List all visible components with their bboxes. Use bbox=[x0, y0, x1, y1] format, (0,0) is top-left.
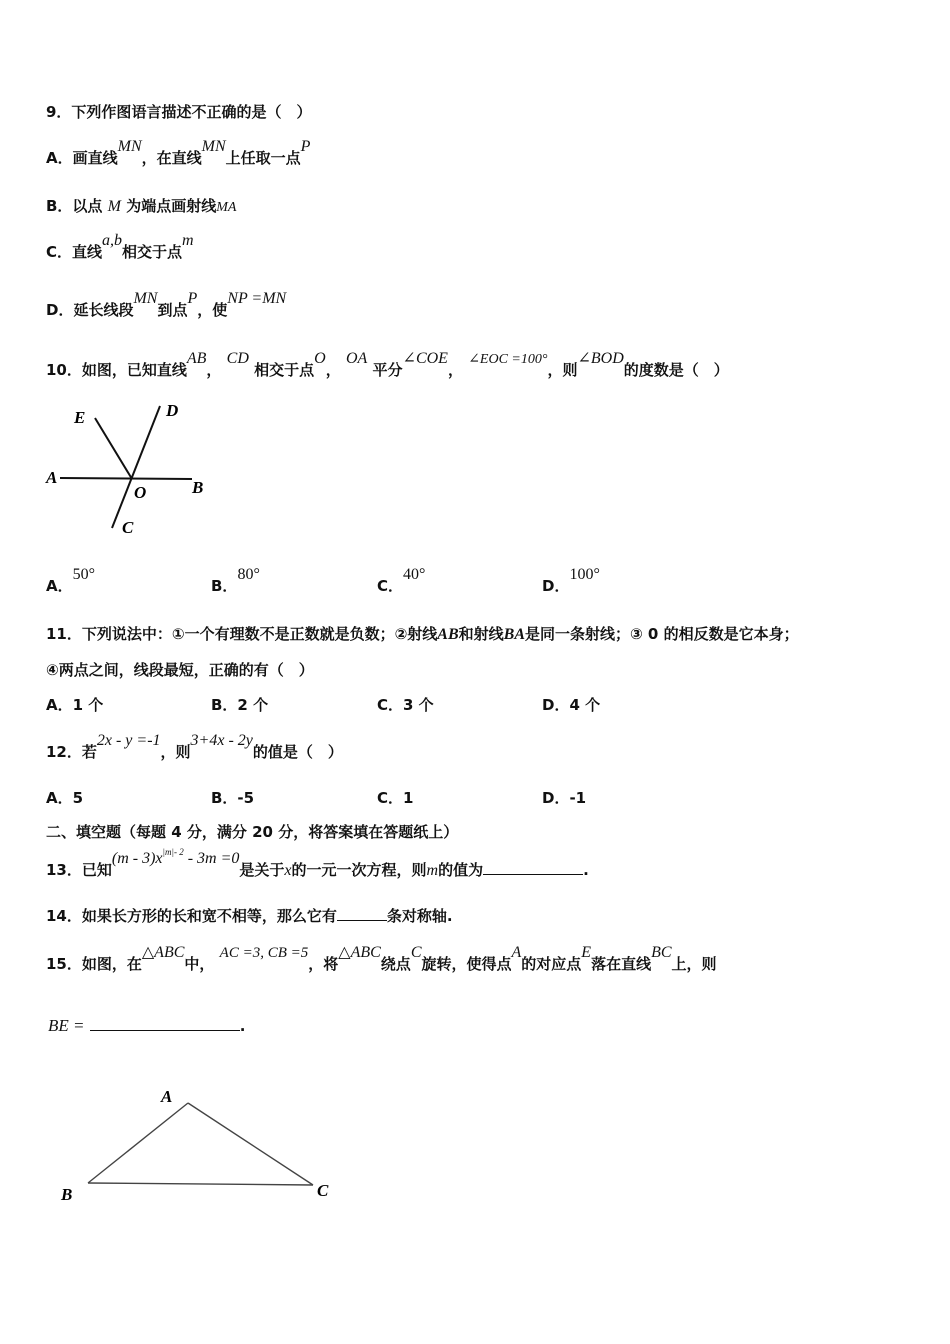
section-heading: 二、填空题（每题 4 分，满分 20 分，将答案填在答题纸上） bbox=[46, 823, 459, 841]
q14-stem: 14．如果长方形的长和宽不相等，那么它有 条对称轴. bbox=[46, 907, 453, 925]
q9-option-b: B．以点 M 为端点画射线MA bbox=[46, 197, 237, 215]
q12-option-d: D．-1 bbox=[542, 789, 587, 807]
q9-option-c: C．直线a,b相交于点m bbox=[46, 232, 194, 261]
q10-option-c: C．40° bbox=[377, 566, 426, 595]
label-c: C bbox=[317, 1181, 329, 1200]
q11-option-a: A．1 个 bbox=[46, 696, 104, 714]
q12-option-c: C．1 bbox=[377, 789, 414, 807]
label-a: A bbox=[46, 468, 58, 487]
side-bc bbox=[88, 1183, 313, 1185]
q13-stem: 13．已知$(m - 3)x^{|m|- 2} - 3m =0$是关于x的一元一次方程，则m的值为 . bbox=[46, 847, 589, 879]
line-oe bbox=[95, 418, 132, 479]
label-b: B bbox=[61, 1185, 73, 1204]
side-ac bbox=[188, 1103, 313, 1185]
q9-option-a: A．画直线MN，在直线MN上任取一点P bbox=[46, 138, 311, 167]
q15-answer-blank[interactable] bbox=[90, 1016, 240, 1031]
label-d: D bbox=[166, 401, 179, 420]
q9-stem: 9．下列作图语言描述不正确的是（ ） bbox=[46, 103, 312, 121]
q15-figure bbox=[55, 1075, 355, 1215]
label-o: O bbox=[134, 483, 147, 502]
q10-figure bbox=[40, 400, 220, 540]
q10-option-d: D．100° bbox=[542, 566, 600, 595]
q12-stem: 12．若2x - y =-1，则3+4x - 2y的值是（ ） bbox=[46, 732, 343, 761]
q9-option-d: D．延长线段MN到点P，使NP =MN bbox=[46, 290, 287, 319]
q10-option-a: A．50° bbox=[46, 566, 96, 595]
side-ab bbox=[88, 1103, 188, 1183]
q15-answer-line: BE = . bbox=[48, 1016, 246, 1035]
line-ab bbox=[60, 478, 192, 479]
q10-stem: 10．如图，已知直线AB， CD 相交于点O， OA 平分∠COE， ∠EOC =100°，则∠BOD的度数是（ ） bbox=[46, 350, 729, 379]
q14-answer-blank[interactable] bbox=[337, 906, 387, 921]
label-b: B bbox=[192, 478, 204, 497]
line-cd bbox=[112, 406, 160, 528]
q10-option-b: B．80° bbox=[211, 566, 260, 595]
q11-option-c: C．3 个 bbox=[377, 696, 434, 714]
q11-stem-line1: 11．下列说法中：①一个有理数不是正数就是负数；②射线AB和射线BA是同一条射线；③ 0 的相反数是它本身； bbox=[46, 625, 799, 643]
q13-answer-blank[interactable] bbox=[483, 860, 583, 875]
q12-option-b: B．-5 bbox=[211, 789, 255, 807]
q11-stem-line2: ④两点之间，线段最短，正确的有（ ） bbox=[46, 661, 314, 679]
label-c: C bbox=[122, 518, 134, 537]
label-e: E bbox=[74, 408, 86, 427]
q11-option-d: D．4 个 bbox=[542, 696, 601, 714]
label-a: A bbox=[161, 1087, 173, 1106]
q11-option-b: B．2 个 bbox=[211, 696, 269, 714]
q15-stem: 15．如图，在△ABC中， AC =3, CB =5，将△ABC绕点C旋转，使得点A的对应点E落在直线BC上，则 bbox=[46, 944, 717, 973]
q12-option-a: A．5 bbox=[46, 789, 84, 807]
